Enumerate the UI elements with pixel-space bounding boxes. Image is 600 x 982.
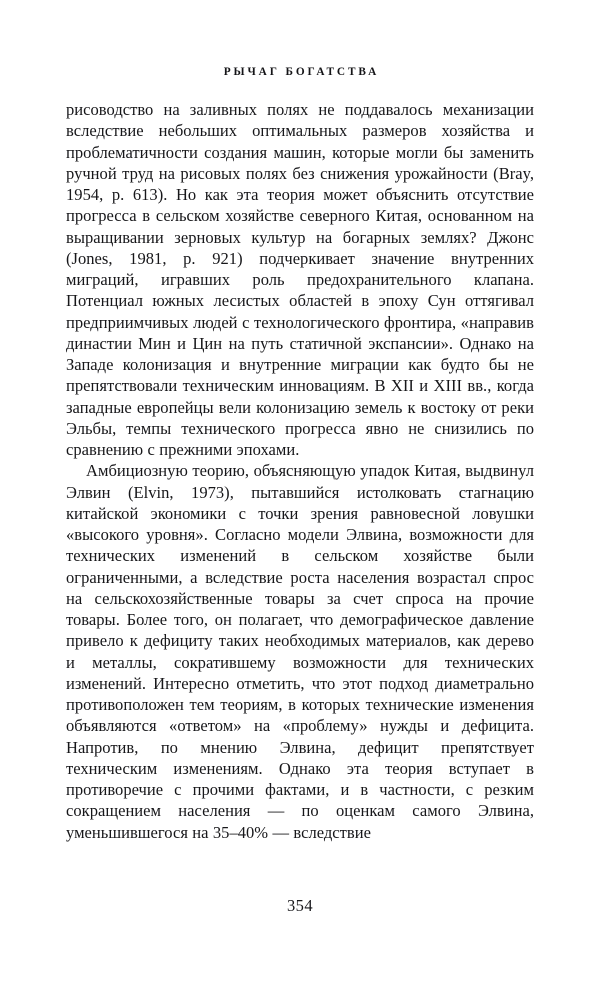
body-text-block <box>66 99 534 843</box>
paragraph-1: рисоводство на заливных полях не поддавалось механизации вследствие небольших оптимальных размеров хозяйства и проблематичности создания машин, которые могли бы заменить ручной труд на рисовых полях без снижения урожайности (Bray, 1954, p. 613). Но как эта теория может объяснить отсутствие прогресса в сельском хозяйстве северного Китая, основанном на выращивании зерновых культур на богарных землях? Джонс (Jones, 1981, p. 921) подчеркивает значение внутренних миграций, игравших роль предохранительного клапана. Потенциал южных лесистых областей в эпоху Сун оттягивал предприимчивых людей с технологического фронтира, «направив династии Мин и Цин на путь статичной экспансии». Однако на Западе колонизация и внутренние миграции как будто бы не препятствовали техническим инновациям. В XII и XIII вв., когда западные европейцы вели колонизацию земель к востоку от реки Эльбы, темпы технического прогресса явно не снизились по сравнению с прежними эпохами. <box>66 100 534 459</box>
running-head <box>0 62 600 80</box>
running-head-text: РЫЧАГ БОГАТСТВА <box>223 66 380 78</box>
page-folio <box>0 896 600 916</box>
page-number: 354 <box>287 896 313 915</box>
paragraph-2: Амбициозную теорию, объясняющую упадок Китая, выдвинул Элвин (Elvin, 1973), пытавшийся истолковать стагнацию китайской экономики с точки зрения равновесной ловушки «высокого уровня». Согласно модели Элвина, возможности для технических изменений в сельском хозяйстве были ограниченными, а вследствие роста населения возрастал спрос на сельскохозяйственные товары за счет спроса на прочие товары. Более того, он полагает, что демографическое давление привело к дефициту таких необходимых материалов, как дерево и металлы, сократившему возможности для технических изменений. Интересно отметить, что этот подход диаметрально противоположен тем теориям, в которых технические изменения объявляются «ответом» на «проблему» нужды и дефицита. Напротив, по мнению Элвина, дефицит препятствует техническим изменениям. Однако эта теория вступает в противоречие с прочими фактами, и в частности, с резким сокращением населения — по оценкам самого Элвина, уменьшившегося на 35–40% — вследствие <box>66 461 534 842</box>
